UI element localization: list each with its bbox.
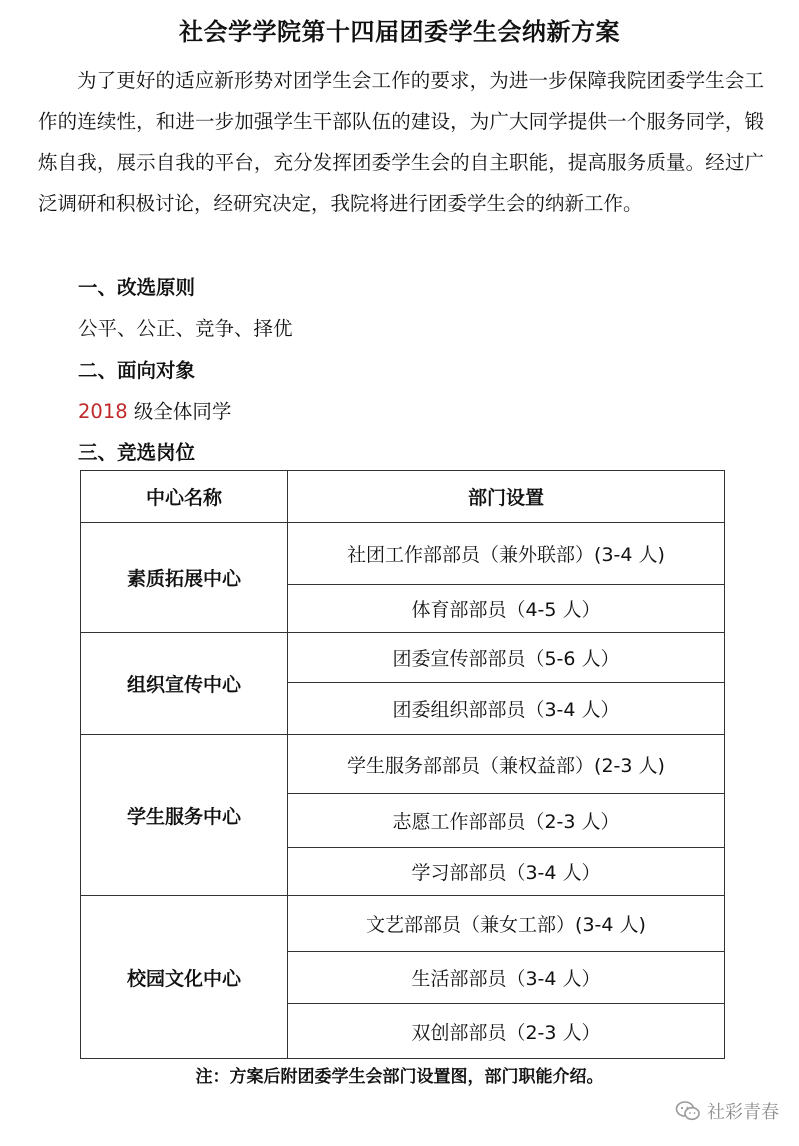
watermark-text: 社彩青春 [707,1102,779,1123]
positions-table [80,470,725,1059]
department-cell: 团委组织部部员（3-4 人） [288,683,725,735]
header-center-name: 中心名称 [81,471,288,523]
footnote: 注：方案后附团委学生会部门设置图，部门职能介绍。 [195,1067,604,1087]
department-cell: 生活部部员（3-4 人） [288,952,725,1004]
department-cell: 学习部部员（3-4 人） [288,848,725,896]
header-departments: 部门设置 [288,471,725,523]
department-cell: 社团工作部部员（兼外联部）(3-4 人) [288,523,725,585]
watermark [675,1098,779,1124]
intro-paragraph: 为了更好的适应新形势对团学生会工作的要求，为进一步保障我院团委学生会工作的连续性，和进一步加强学生干部队伍的建设，为广大同学提供一个服务同学，锻炼自我，展示自我的平台，充分发挥团委学生会的自主职能，提高服务质量。经过广泛调研和积极讨论，经研究决定，我院将进行团委学生会的纳新工作。 [38,69,764,215]
document-title: 社会学学院第十四届团委学生会纳新方案 [179,18,620,46]
center-name-cell: 校园文化中心 [81,896,288,1059]
target-text-rest: 级全体同学 [127,400,232,423]
table-row [81,633,725,683]
department-cell: 双创部部员（2-3 人） [288,1004,725,1059]
wechat-icon [675,1100,701,1122]
section-heading-principles: 一、改选原则 [78,276,196,299]
target-text [78,396,231,424]
department-cell: 学生服务部部员（兼权益部）(2-3 人) [288,735,725,794]
principles-text: 公平、公正、竞争、择优 [78,317,293,340]
department-cell: 志愿工作部部员（2-3 人） [288,794,725,848]
table-header-row [81,471,725,523]
table-row [81,523,725,585]
section-heading-target: 二、面向对象 [78,359,196,382]
center-name-cell: 学生服务中心 [81,735,288,896]
table-row [81,896,725,952]
department-cell: 体育部部员（4-5 人） [288,585,725,633]
table-row [81,735,725,794]
department-cell: 文艺部部员（兼女工部）(3-4 人) [288,896,725,952]
section-heading-positions: 三、竞选岗位 [78,441,196,464]
center-name-cell: 组织宣传中心 [81,633,288,735]
target-year: 2018 [78,400,128,423]
department-cell: 团委宣传部部员（5-6 人） [288,633,725,683]
center-name-cell: 素质拓展中心 [81,523,288,633]
